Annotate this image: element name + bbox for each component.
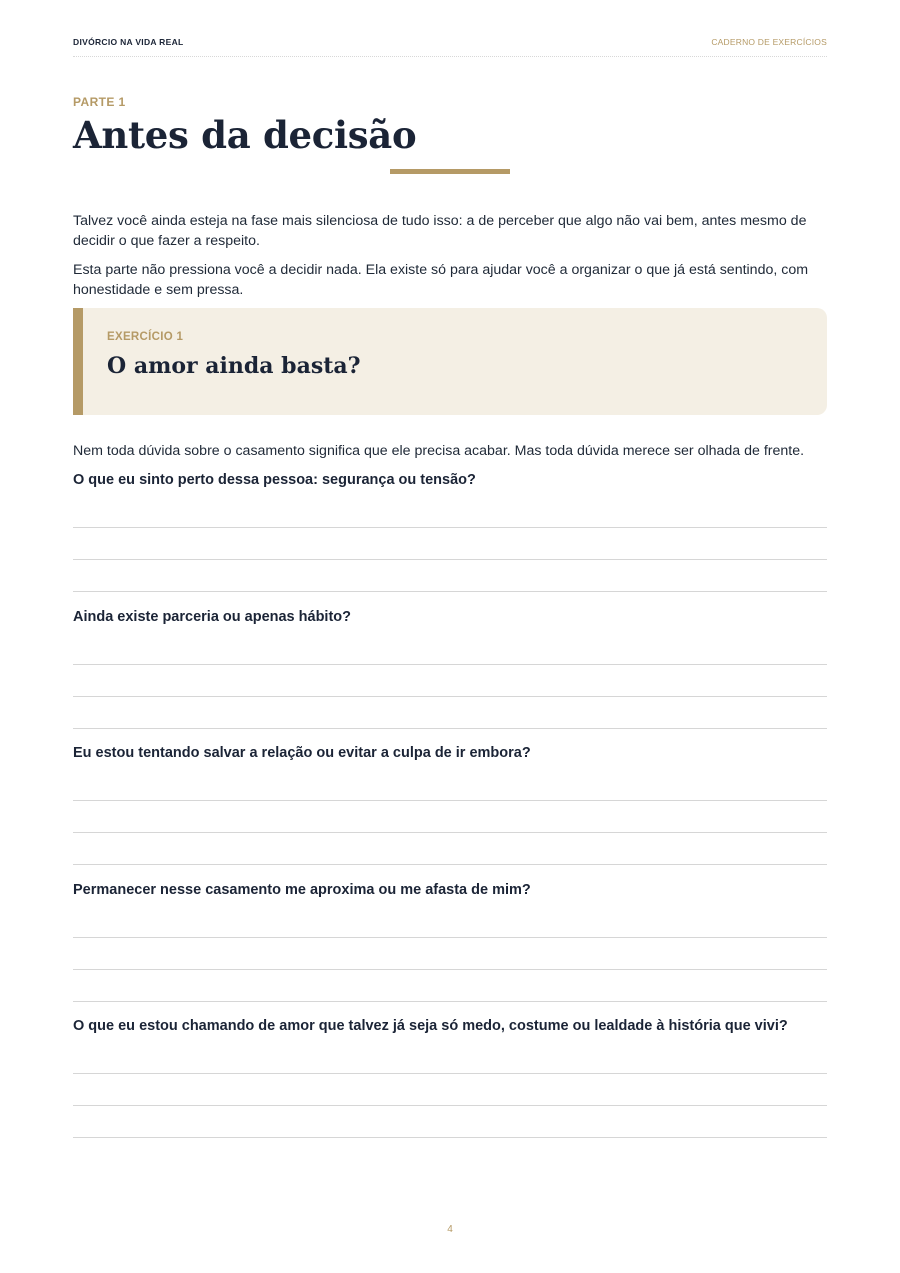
part-label: PARTE 1	[73, 95, 126, 109]
question-text: Permanecer nesse casamento me aproxima ou me afasta de mim?	[73, 881, 531, 898]
intro-paragraph: Esta parte não pressiona você a decidir nada. Ela existe só para ajudar você a organizar o que já está sentindo, com honestidade e sem pressa.	[73, 262, 809, 298]
answer-line[interactable]	[73, 1105, 827, 1106]
exercise-intro: Nem toda dúvida sobre o casamento significa que ele precisa acabar. Mas toda dúvida merece ser olhada de frente.	[73, 443, 805, 459]
answer-line[interactable]	[73, 832, 827, 833]
page-number: 4	[447, 1224, 453, 1235]
book-title: DIVÓRCIO NA VIDA REAL	[73, 37, 184, 47]
running-header	[73, 32, 827, 57]
intro-paragraph: Talvez você ainda esteja na fase mais silenciosa de tudo isso: a de perceber que algo não vai bem, antes mesmo de decidir o que fazer a respeito.	[73, 213, 807, 249]
question-list	[73, 470, 827, 1153]
workbook-label: CADERNO DE EXERCÍCIOS	[711, 37, 827, 47]
answer-line[interactable]	[73, 591, 827, 592]
question-block	[73, 470, 827, 607]
part-title: Antes da decisão	[73, 113, 417, 157]
question-text: Ainda existe parceria ou apenas hábito?	[73, 608, 351, 625]
question-block	[73, 607, 827, 744]
exercise-callout	[73, 308, 827, 415]
answer-line[interactable]	[73, 800, 827, 801]
answer-line[interactable]	[73, 696, 827, 697]
exercise-title: O amor ainda basta?	[107, 353, 361, 379]
question-text: Eu estou tentando salvar a relação ou evitar a culpa de ir embora?	[73, 745, 531, 761]
question-block	[73, 743, 827, 880]
answer-line[interactable]	[73, 1073, 827, 1074]
answer-line[interactable]	[73, 664, 827, 665]
question-block	[73, 880, 827, 1017]
answer-line[interactable]	[73, 728, 827, 729]
answer-line[interactable]	[73, 969, 827, 970]
answer-line[interactable]	[73, 1001, 827, 1002]
answer-line[interactable]	[73, 864, 827, 865]
question-text: O que eu estou chamando de amor que talvez já seja só medo, costume ou lealdade à história que vivi?	[73, 1018, 788, 1034]
answer-line[interactable]	[73, 527, 827, 528]
title-accent-rule	[390, 169, 510, 174]
answer-line[interactable]	[73, 1137, 827, 1138]
question-block	[73, 1016, 827, 1153]
exercise-label: EXERCÍCIO 1	[107, 331, 184, 343]
answer-line[interactable]	[73, 559, 827, 560]
intro-section	[73, 211, 827, 309]
answer-line[interactable]	[73, 937, 827, 938]
question-text: O que eu sinto perto dessa pessoa: segurança ou tensão?	[73, 472, 476, 488]
